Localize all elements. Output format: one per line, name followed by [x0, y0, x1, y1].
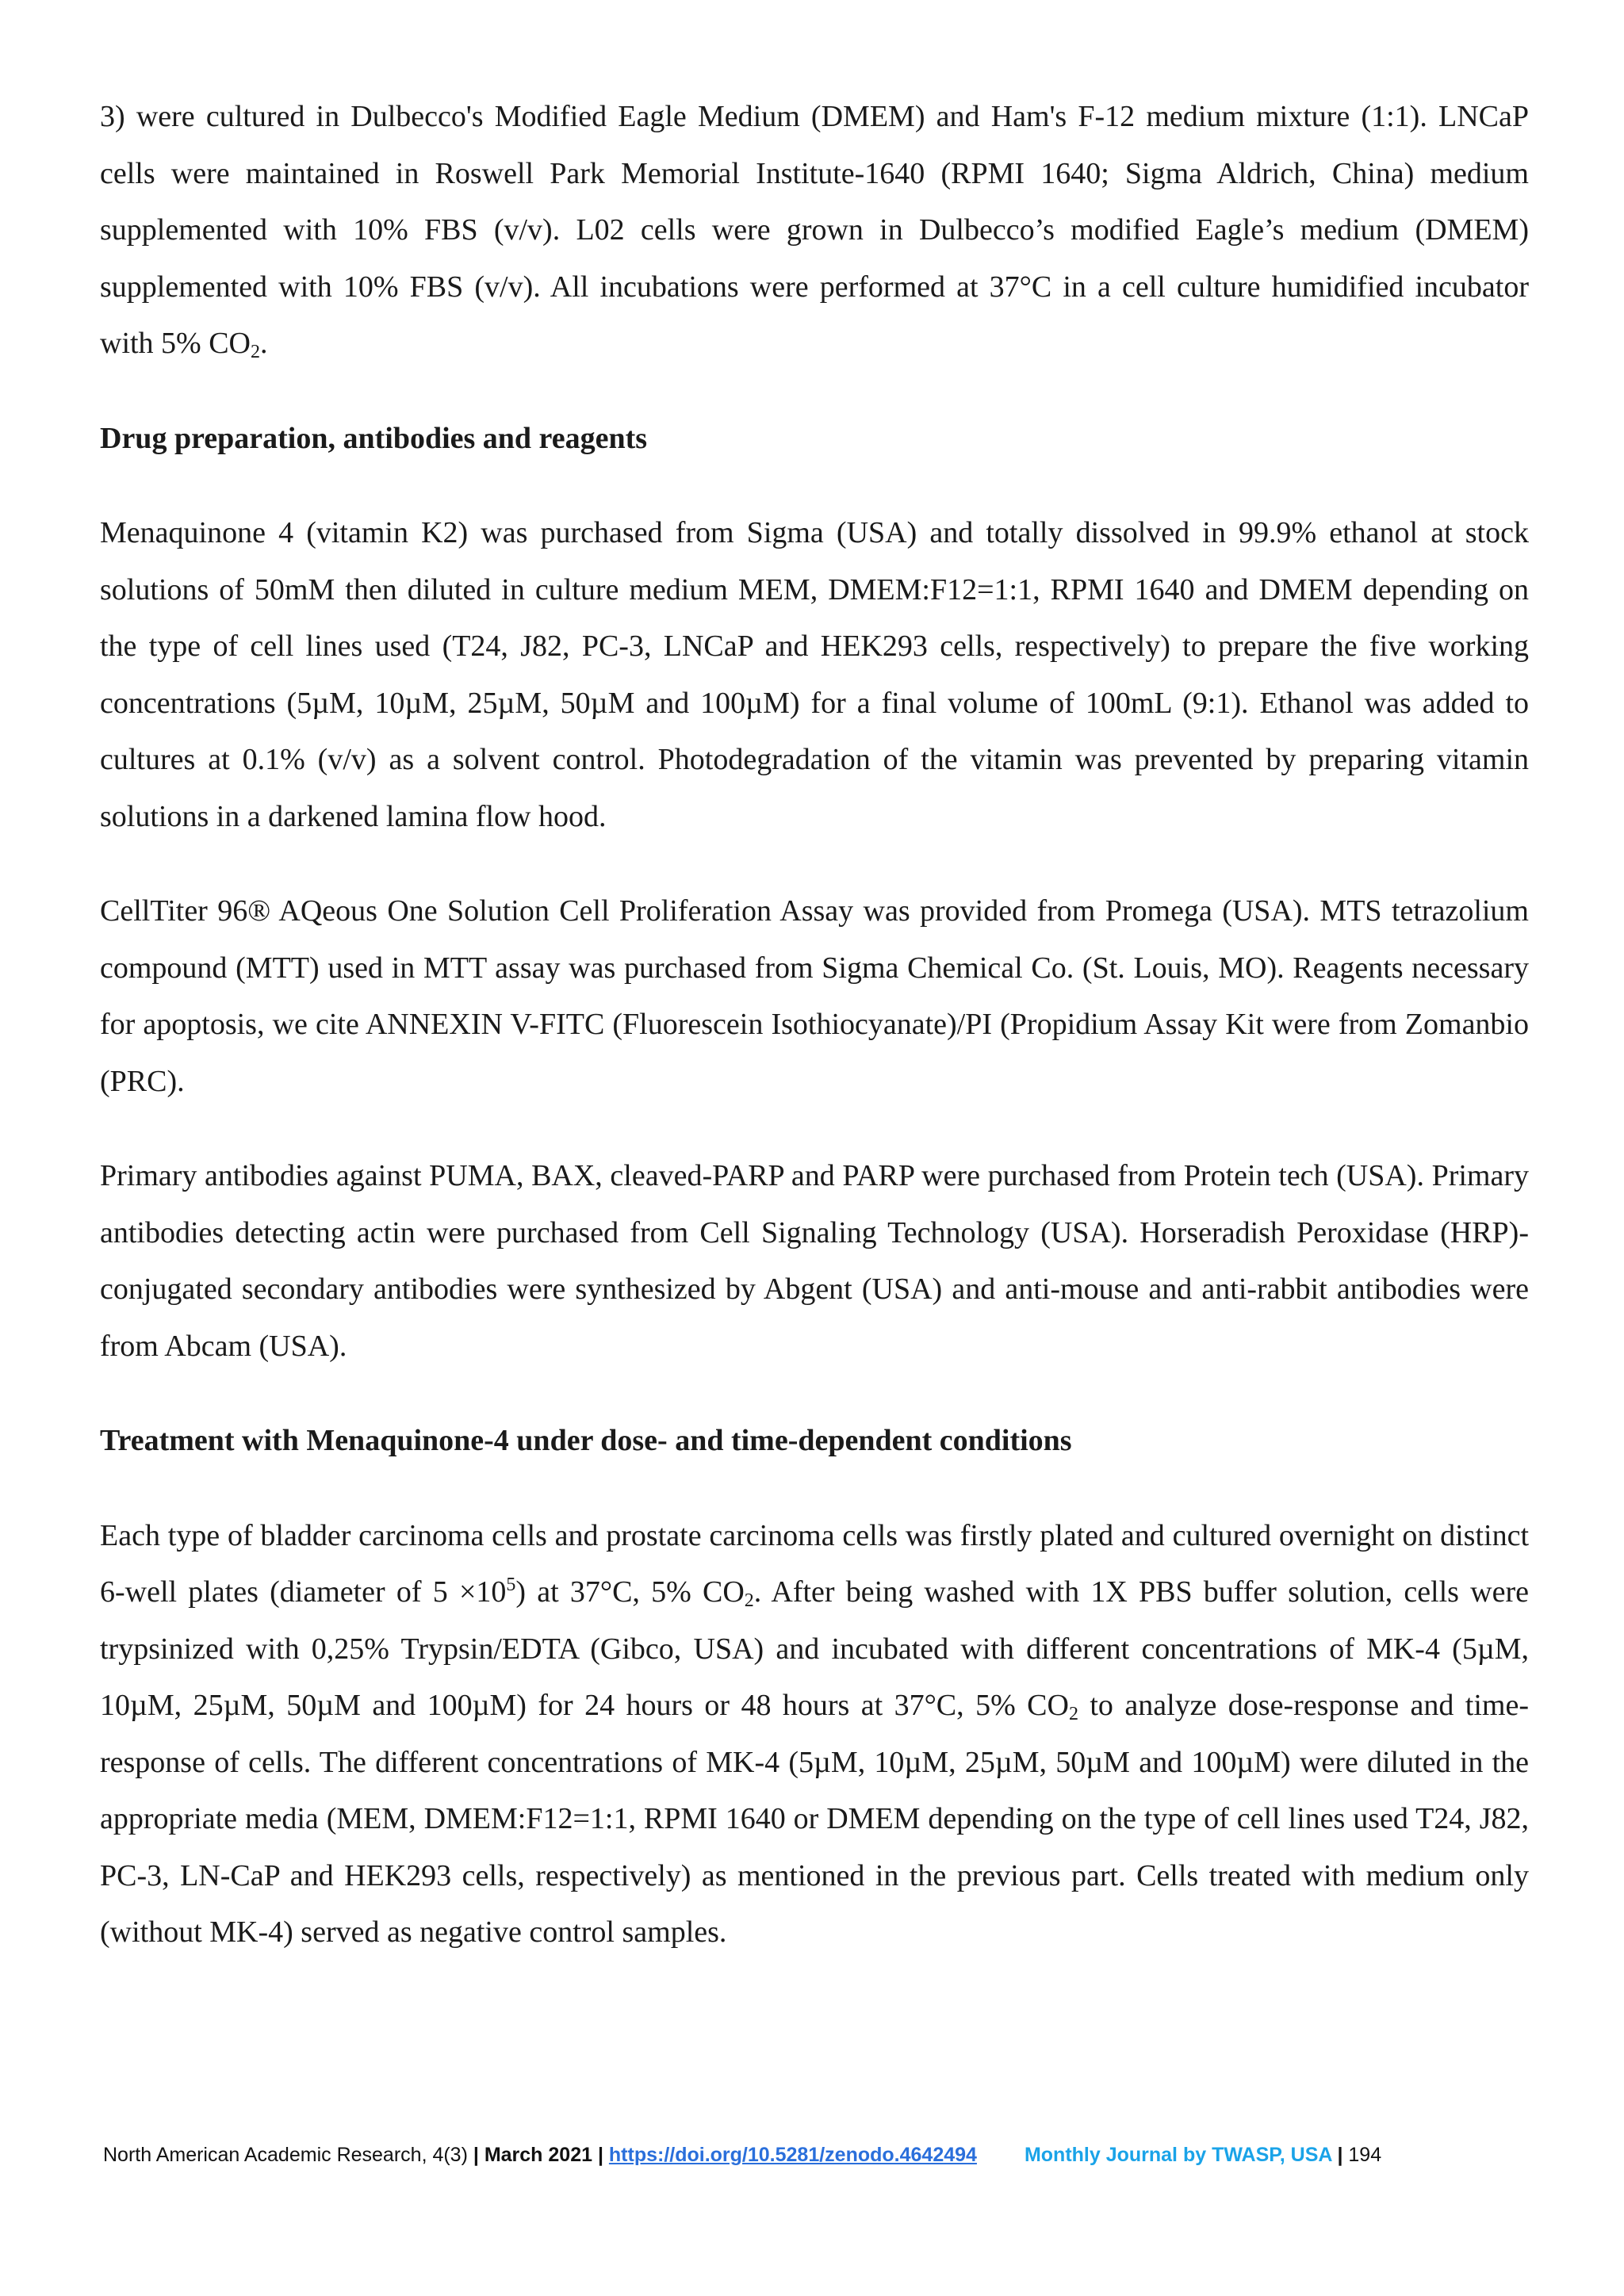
superscript: 5	[506, 1575, 516, 1595]
footer-date: March 2021	[484, 2144, 593, 2166]
section-heading-drug-preparation: Drug preparation, antibodies and reagents	[100, 421, 648, 455]
paragraph-cell-culture	[100, 89, 1529, 373]
page-content	[100, 89, 1529, 1961]
subscript: 2	[1068, 1704, 1078, 1724]
subscript: 2	[744, 1590, 754, 1611]
subscript: 2	[251, 342, 260, 362]
paragraph-text: .	[260, 327, 268, 360]
paragraph-text: . After being washed with 1X PBS buffer solution, cells were trypsinized with 0,25% Trypsin/EDTA (Gibco, USA) and incubated with different concentrations of MK-4 (5µM, 10µM, 25µM, 50µM and 100µM) for 24 hours or 48 hours at 37°C, 5% CO	[100, 1575, 1529, 1722]
page-footer	[103, 2141, 1530, 2169]
paragraph-text: Each type of bladder carcinoma cells and prostate carcinoma cells was firstly plated and cultured overnight on distinct 6-well plates (diameter of 5 ×10	[100, 1518, 1529, 1609]
footer-citation: North American Academic Research, 4(3)	[103, 2144, 473, 2166]
paragraph-treatment	[100, 1508, 1529, 1961]
paragraph-text: ) at 37°C, 5% CO	[515, 1575, 745, 1609]
paragraph-text: to analyze dose-response and time-response of cells. The different concentrations of MK-4 (5µM, 10µM, 25µM, 50µM and 100µM) were diluted in the appropriate media (MEM, DMEM:F12=1:1, RPMI 1640 or DMEM depending on the type of cell lines used T24, J82, PC-3, LN-CaP and HEK293 cells, respectively) as mentioned in the previous part. Cells treated with medium only (without MK-4) served as negative control samples.	[100, 1689, 1529, 1949]
paragraph-text: 3) were cultured in Dulbecco's Modified Eagle Medium (DMEM) and Ham's F-12 medium mixture (1:1). LNCaP cells were maintained in Roswell Park Memorial Institute-1640 (RPMI 1640; Sigma Aldrich, China) medium supplemented with 10% FBS (v/v). L02 cells were grown in Dulbecco’s modified Eagle’s medium (DMEM) supplemented with 10% FBS (v/v). All incubations were performed at 37°C in a cell culture humidified incubator with 5% CO	[100, 100, 1529, 360]
paragraph-reagents: CellTiter 96® AQeous One Solution Cell Proliferation Assay was provided from Promega (USA). MTS tetrazolium compound (MTT) used in MTT assay was purchased from Sigma Chemical Co. (St. Louis, MO). Reagents necessary for apoptosis, we cite ANNEXIN V-FITC (Fluorescein Isothiocyanate)/PI (Propidium Assay Kit were from Zomanbio (PRC).	[100, 894, 1529, 1098]
paragraph-antibodies: Primary antibodies against PUMA, BAX, cleaved-PARP and PARP were purchased from Protein tech (USA). Primary antibodies detecting actin were purchased from Cell Signaling Technology (USA). Horseradish Peroxidase (HRP)-conjugated secondary antibodies were synthesized by Abgent (USA) and anti-mouse and anti-rabbit antibodies were from Abcam (USA).	[100, 1159, 1529, 1363]
footer-separator: |	[473, 2144, 485, 2166]
page-number: 194	[1348, 2144, 1382, 2166]
footer-journal-name: Monthly Journal by TWASP, USA	[1024, 2144, 1332, 2166]
footer-separator: |	[1331, 2144, 1349, 2166]
section-heading-treatment: Treatment with Menaquinone-4 under dose- and time-dependent conditions	[100, 1424, 1072, 1457]
paragraph-drug-preparation: Menaquinone 4 (vitamin K2) was purchased from Sigma (USA) and totally dissolved in 99.9% ethanol at stock solutions of 50mM then diluted in culture medium MEM, DMEM:F12=1:1, RPMI 1640 and DMEM depending on the type of cell lines used (T24, J82, PC-3, LNCaP and HEK293 cells, respectively) to prepare the five working concentrations (5µM, 10µM, 25µM, 50µM and 100µM) for a final volume of 100mL (9:1). Ethanol was added to cultures at 0.1% (v/v) as a solvent control. Photodegradation of the vitamin was prevented by preparing vitamin solutions in a darkened lamina flow hood.	[100, 516, 1529, 833]
footer-separator: |	[592, 2144, 609, 2166]
doi-link[interactable]: https://doi.org/10.5281/zenodo.4642494	[608, 2144, 977, 2166]
